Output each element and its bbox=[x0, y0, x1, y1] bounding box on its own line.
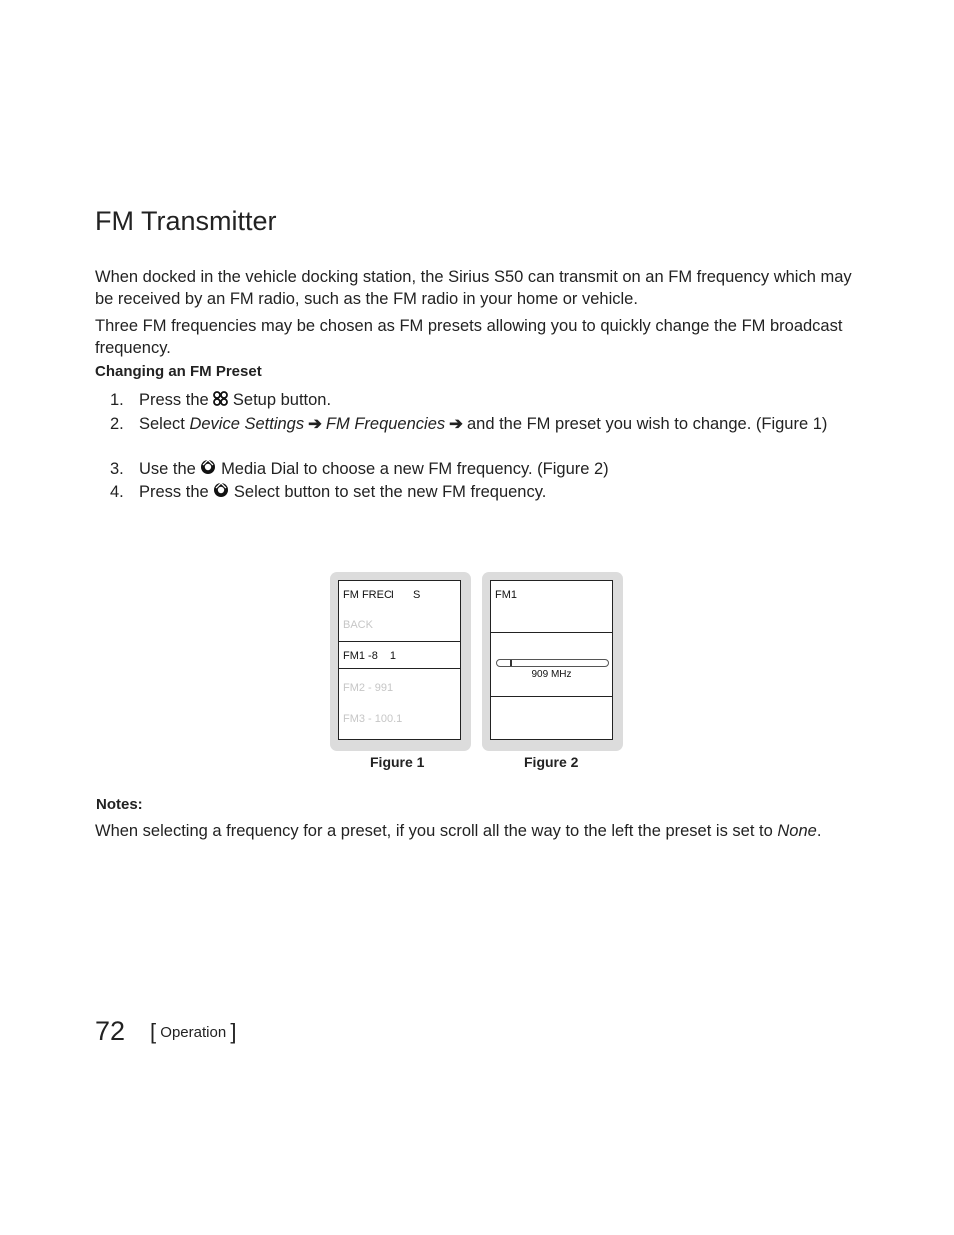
figure-1-screen bbox=[338, 580, 461, 740]
divider bbox=[339, 641, 460, 642]
select-button-icon bbox=[213, 482, 229, 498]
menu-item-fm1: FM1 -8 1 bbox=[343, 650, 396, 662]
figure-1-caption: Figure 1 bbox=[370, 754, 425, 770]
menu-item-fm-frequencies: FM Frequencies bbox=[325, 415, 446, 433]
figure-2-caption: Figure 2 bbox=[524, 754, 579, 770]
step-text: Select button to set the new FM frequency. bbox=[233, 483, 547, 501]
section-subheading: Changing an FM Preset bbox=[95, 363, 262, 380]
figure-2-screen bbox=[490, 580, 613, 740]
figure-1-device-frame bbox=[330, 572, 471, 751]
step-text: Select bbox=[139, 415, 185, 433]
step-text: Setup button. bbox=[232, 391, 332, 409]
menu-item-back: BACK bbox=[343, 619, 373, 631]
figure-2-device-frame bbox=[482, 572, 623, 751]
notes-heading: Notes: bbox=[96, 796, 143, 813]
step-text: Use the bbox=[139, 460, 196, 478]
divider bbox=[491, 632, 612, 633]
section-label: [ Operation ] bbox=[150, 1019, 237, 1044]
step-number: 3. bbox=[110, 460, 124, 478]
step-text: Press the bbox=[139, 391, 209, 409]
step-number: 4. bbox=[110, 483, 124, 501]
step-number: 1. bbox=[110, 391, 124, 409]
screen-header: FM FRECI S bbox=[343, 589, 421, 601]
divider bbox=[339, 668, 460, 669]
arrow-right-icon: ➔ bbox=[449, 415, 463, 433]
screen-header: FM1 bbox=[495, 589, 517, 601]
slider-knob bbox=[510, 660, 512, 666]
arrow-right-icon: ➔ bbox=[308, 415, 322, 433]
divider bbox=[491, 696, 612, 697]
step-text: Media Dial to choose a new FM frequency. (Figure 2) bbox=[221, 460, 609, 478]
frequency-readout: 909 MHz bbox=[531, 669, 572, 680]
step-text: and the FM preset you wish to change. (Figure 1) bbox=[466, 415, 828, 433]
menu-item-fm2: FM2 - 991 bbox=[343, 682, 394, 694]
menu-item-device-settings: Device Settings bbox=[189, 415, 305, 433]
page-title: FM Transmitter bbox=[95, 206, 277, 236]
menu-item-fm3: FM3 - 100.1 bbox=[343, 713, 403, 725]
setup-icon bbox=[213, 391, 228, 406]
page-number: 72 bbox=[95, 1016, 126, 1046]
step-number: 2. bbox=[110, 415, 124, 433]
intro-paragraph-1: When docked in the vehicle docking station, the Sirius S50 can transmit on an FM frequency which may be received by an FM radio, such as the FM radio in your home or vehicle. bbox=[95, 268, 852, 308]
step-text: Press the bbox=[139, 483, 209, 501]
frequency-slider bbox=[496, 659, 609, 667]
media-dial-icon bbox=[200, 459, 216, 475]
intro-paragraph-2: Three FM frequencies may be chosen as FM presets allowing you to quickly change the FM broadcast frequency. bbox=[95, 317, 843, 357]
none-term: None bbox=[777, 822, 817, 840]
notes-text: When selecting a frequency for a preset, if you scroll all the way to the left the preset is set to None. bbox=[95, 822, 822, 840]
